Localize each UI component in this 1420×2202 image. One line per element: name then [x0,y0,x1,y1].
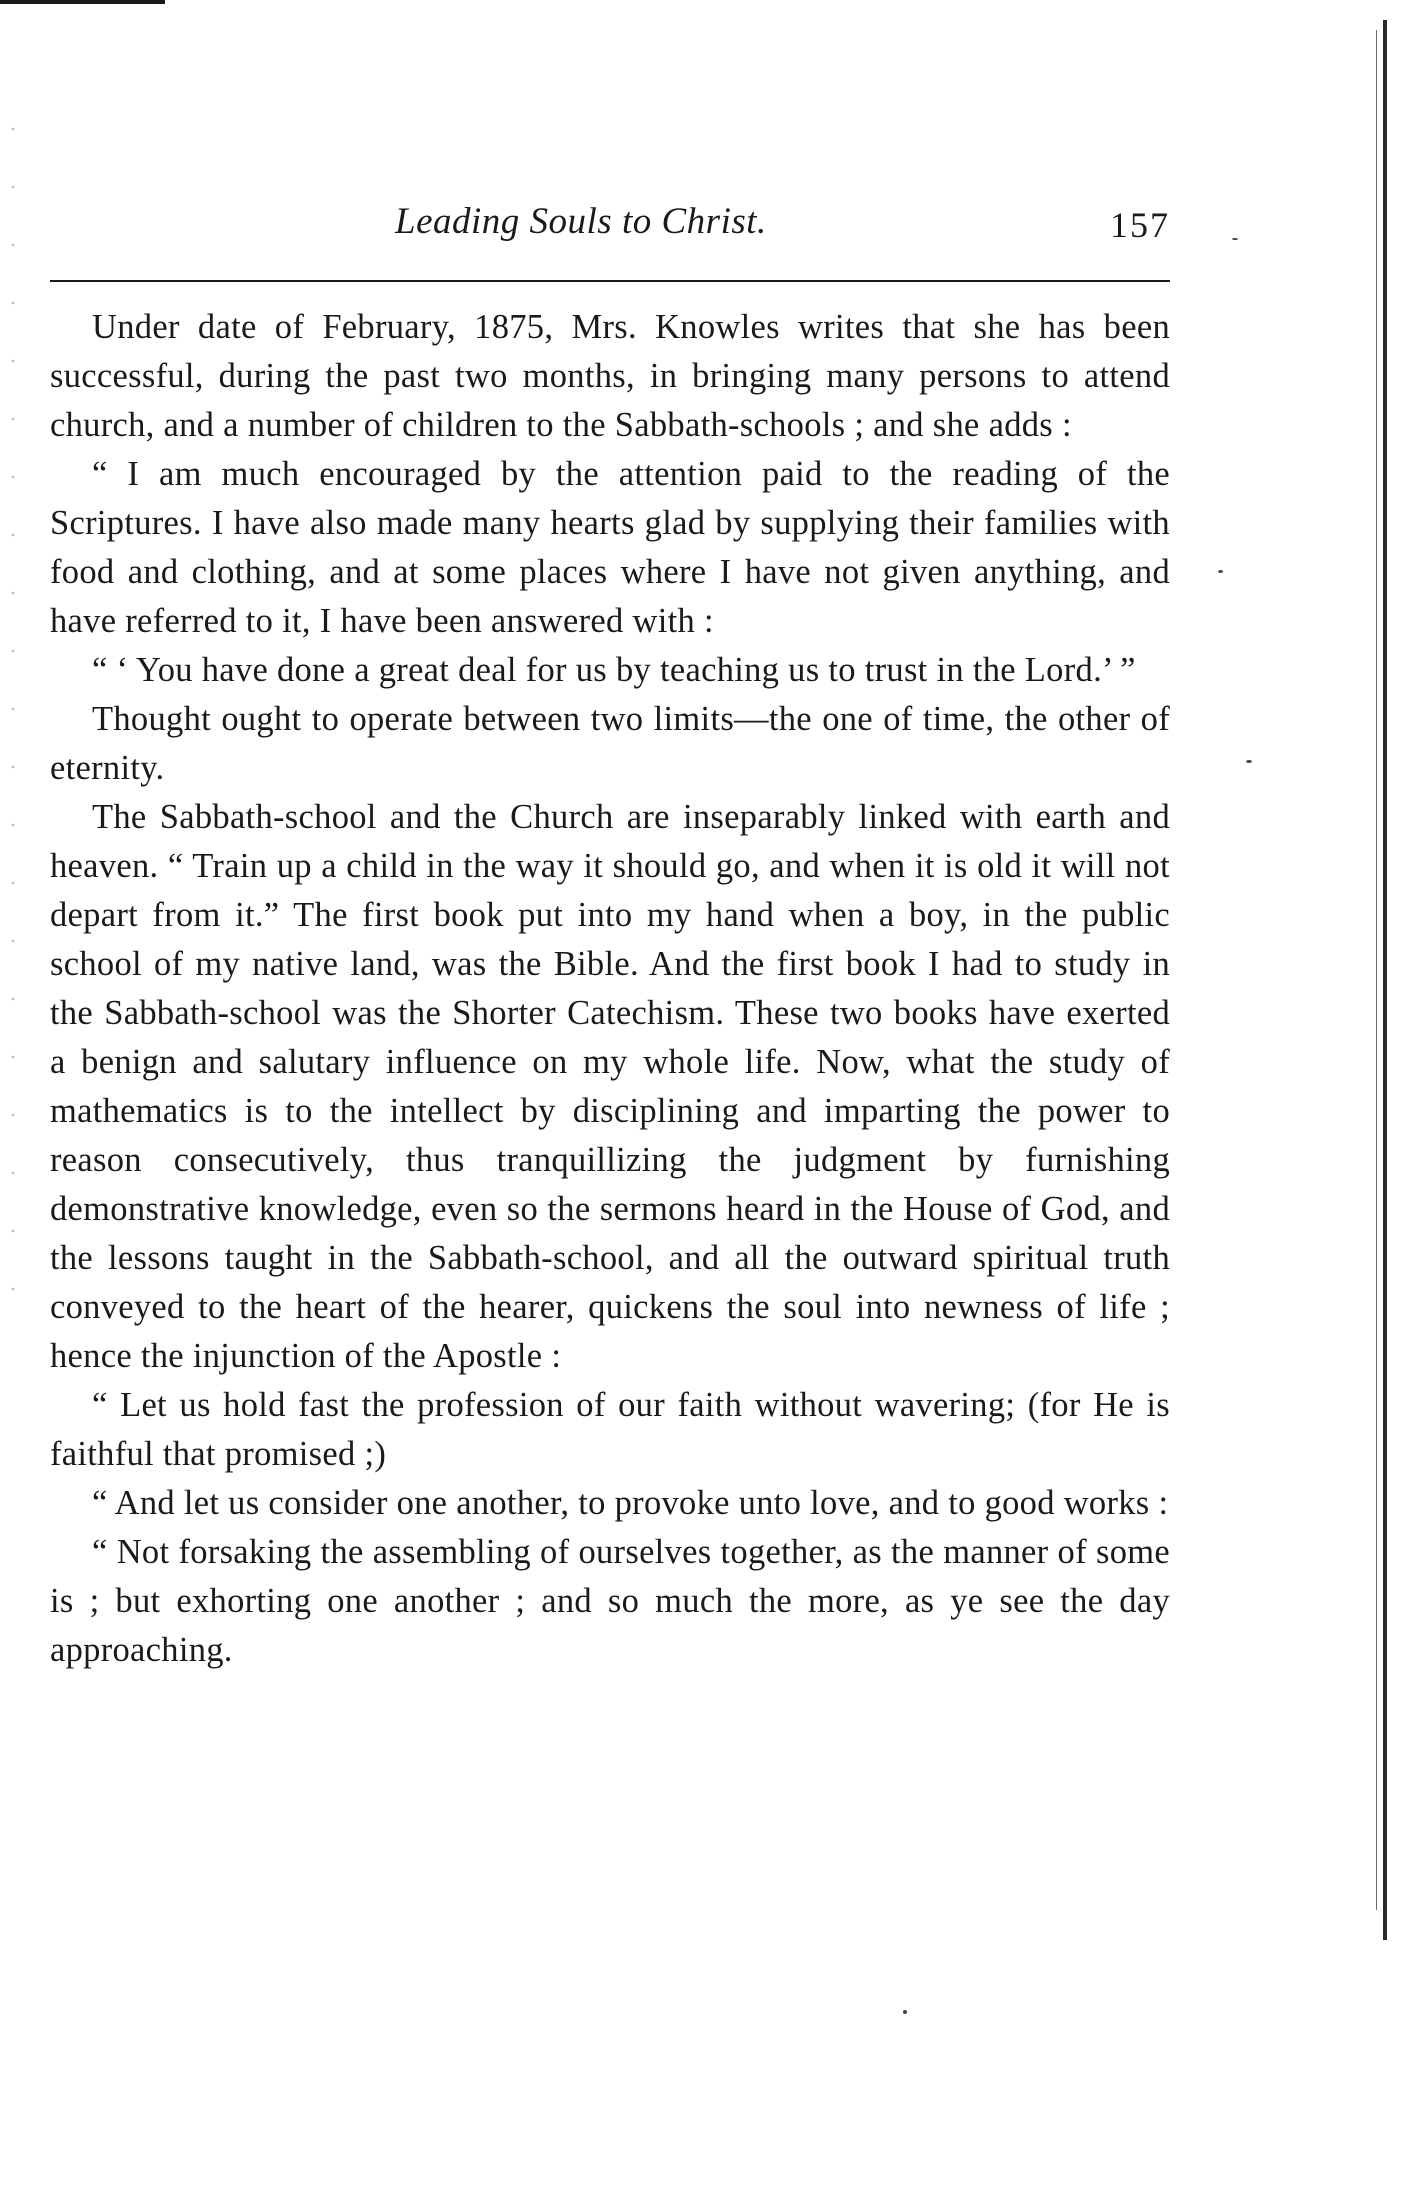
scan-edge-mark [0,0,165,4]
paragraph: Under date of February, 1875, Mrs. Knowles writes that she has been successful, during the past two months, in bringing many persons to attend church, and a number of children to the Sabbath-schools ; and she adds : [50,308,1170,444]
paragraph: The Sabbath-school and the Church are inseparably linked with earth and heaven. “ Train up a child in the way it should go, and when it is old it will not depart from it.” The first book put into my hand when a boy, in the public school of my native land, was the Bible. And the first book I had to study in the Sabbath-school was the Shorter Catechism. These two books have exerted a benign and salutary influence on my whole life. Now, what the study of mathematics is to the intellect by disciplining and imparting the power to reason consecutively, thus tranquillizing the judgment by furnishing demonstrative knowledge, even so the sermons heard in the House of God, and the lessons taught in the Sabbath-school, and all the outward spiritual truth conveyed to the heart of the hearer, quickens the soul into newness of life ; hence the injunction of the Apostle : [50,798,1170,1375]
page-number: 157 [1110,205,1170,245]
paragraph: Thought ought to operate between two limits—the one of time, the other of eternity. [50,700,1170,787]
binding-gutter-shadow [1376,30,1377,1910]
ink-speck [1246,760,1252,763]
paragraph: “ Not forsaking the assembling of ourselves together, as the manner of some is ; but exhorting one another ; and so much the more, as ye see the day approaching. [50,1533,1170,1669]
ink-speck [1232,238,1238,240]
paragraph: “ ‘ You have done a great deal for us by teaching us to trust in the Lord.’ ” [92,651,1136,689]
ink-speck [1218,570,1223,573]
paragraph: “ And let us consider one another, to provoke unto love, and to good works : [92,1484,1169,1522]
paragraph: “ I am much encouraged by the attention paid to the reading of the Scriptures. I have also made many hearts glad by supplying their families with food and clothing, and at some places where I have not given anything, and have referred to it, I have been answered with : [50,455,1170,640]
paragraph: “ Let us hold fast the profession of our faith without wavering; (for He is faithful that promised ;) [50,1386,1170,1473]
running-title: Leading Souls to Christ. [395,201,767,242]
binding-gutter-line [1383,20,1387,1940]
left-margin-specks [10,100,16,1300]
ink-speck [903,2010,907,2014]
body-text [50,303,1170,1675]
page-header [50,198,1170,258]
header-rule [50,280,1170,282]
